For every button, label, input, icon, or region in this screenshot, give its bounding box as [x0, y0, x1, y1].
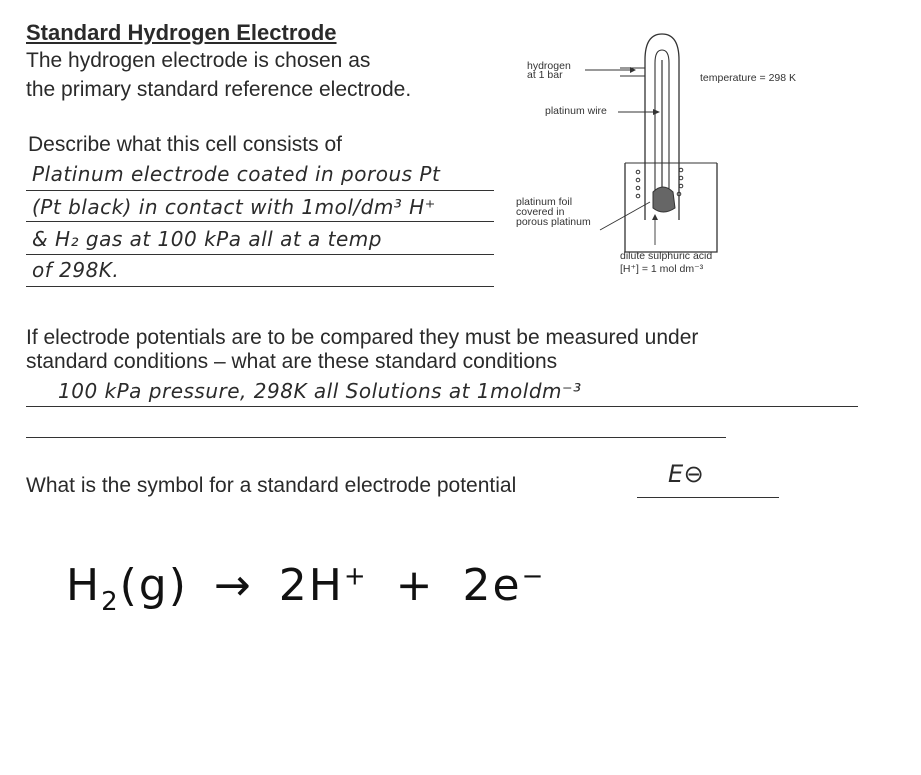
standard-potential-symbol: E⊖ — [668, 460, 705, 488]
intro-line-1: The hydrogen electrode is chosen as — [26, 49, 371, 72]
q2-prompt-line-2: standard conditions – what are these standard conditions — [26, 350, 558, 373]
plus-sign: + — [395, 560, 435, 611]
platinum-foil-label: platinum foil — [516, 196, 573, 208]
q1-prompt: Describe what this cell consists of — [28, 133, 342, 156]
answer-rule — [26, 190, 494, 191]
page-title: Standard Hydrogen Electrode — [26, 20, 337, 45]
acid-label: dilute sulphuric acid — [620, 250, 713, 262]
q2-answer: 100 kPa pressure, 298K all Solutions at 1moldm⁻³ — [58, 379, 582, 403]
ion-charge: + — [343, 561, 368, 592]
electrons: 2e — [462, 560, 522, 611]
acid-concentration-label: [H⁺] = 1 mol dm⁻³ — [620, 263, 704, 275]
q1-answer-line-1: Platinum electrode coated in porous Pt — [32, 162, 441, 186]
q1-answer-line-2: (Pt black) in contact with 1mol/dm³ H⁺ — [32, 195, 436, 219]
covered-in-label: covered in — [516, 206, 565, 218]
hydrogen-ions: 2H — [278, 560, 344, 611]
hydrogen-pressure-label: at 1 bar — [527, 69, 563, 81]
porous-platinum-label: porous platinum — [516, 216, 591, 228]
q1-answer-line-4: of 298K. — [32, 258, 120, 282]
answer-rule — [26, 406, 858, 407]
answer-rule — [26, 437, 726, 438]
hydrogen-symbol: H — [66, 560, 102, 611]
hydrogen-electrode-diagram — [505, 20, 815, 290]
answer-rule — [26, 286, 494, 287]
hydrogen-subscript: 2 — [101, 586, 120, 617]
temperature-label: temperature = 298 K — [700, 72, 797, 84]
q3-prompt: What is the symbol for a standard electrode potential — [26, 474, 517, 497]
answer-rule — [26, 221, 494, 222]
reaction-arrow: → — [213, 560, 253, 611]
platinum-wire-label: platinum wire — [545, 105, 607, 117]
q1-answer-line-3: & H₂ gas at 100 kPa all at a temp — [32, 227, 382, 251]
answer-rule — [637, 497, 779, 498]
gas-state-symbol: (g) — [119, 560, 188, 611]
q2-prompt-line-1: If electrode potentials are to be compared they must be measured under — [26, 326, 699, 349]
intro-line-2: the primary standard reference electrode. — [26, 78, 412, 101]
electron-charge: − — [521, 561, 546, 592]
hydrogen-label: hydrogen — [527, 60, 571, 72]
half-equation — [66, 560, 545, 617]
answer-rule — [26, 254, 494, 255]
